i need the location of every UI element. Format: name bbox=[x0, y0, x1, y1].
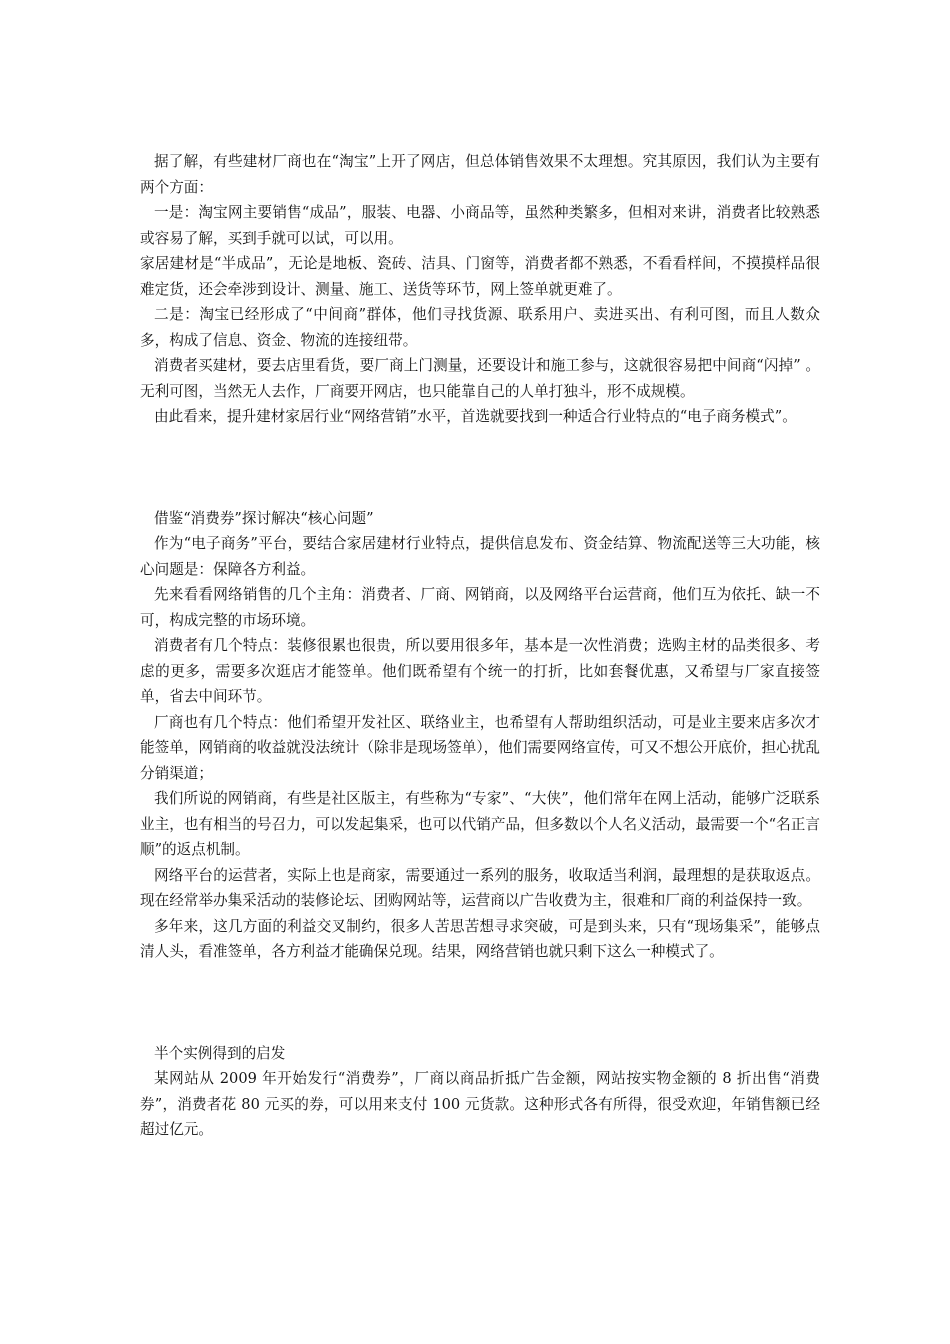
paragraph: 消费者有几个特点：装修很累也很贵，所以要用很多年，基本是一次性消费；选购主材的品类很多、考虑的更多，需要多次逛店才能签单。他们既希望有个统一的打折，比如套餐优惠，又希望与厂家直接签单，省去中间环节。 bbox=[140, 637, 820, 705]
paragraph: 某网站从 2009 年开始发行“消费券”，厂商以商品折抵广告金额，网站按实物金额的 8 折出售“消费券”，消费者花 80 元买的券，可以用来支付 100 元货款。这种形式各有所得，很受欢迎，年销售额已经超过亿元。 bbox=[140, 1070, 820, 1138]
section-heading: 借鉴“消费券”探讨解决“核心问题” bbox=[154, 509, 374, 527]
section-spacer bbox=[140, 965, 820, 1041]
paragraph: 厂商也有几个特点：他们希望开发社区、联络业主，也希望有人帮助组织活动，可是业主要来店多次才能签单，网销商的收益就没法统计（除非是现场签单），他们需要网络宣传，可又不想公开底价，担心扰乱分销渠道； bbox=[140, 713, 820, 782]
paragraph: 我们所说的网销商，有些是社区版主，有些称为“专家”、“大侠”，他们常年在网上活动，能够广泛联系业主，也有相当的号召力，可以发起集采，也可以代销产品，但多数以个人名义活动，最需要一个“名正言顺”的返点机制。 bbox=[140, 790, 820, 858]
paragraph: 二是：淘宝已经形成了“中间商”群体，他们寻找货源、联系用户、卖进买出、有利可图，而且人数众多，构成了信息、资金、物流的连接纽带。 bbox=[140, 306, 820, 349]
section-spacer bbox=[140, 430, 820, 506]
paragraph: 网络平台的运营者，实际上也是商家，需要通过一系列的服务，收取适当利润，最理想的是获取返点。现在经常举办集采活动的装修论坛、团购网站等，运营商以广告收费为主，很难和厂商的利益保持一致。 bbox=[140, 866, 820, 909]
section-heading: 半个实例得到的启发 bbox=[154, 1044, 286, 1062]
section-online-store-analysis bbox=[140, 149, 820, 430]
section-example bbox=[140, 1041, 820, 1143]
paragraph: 消费者买建材，要去店里看货，要厂商上门测量，还要设计和施工参与，这就很容易把中间商“闪掉” 。无利可图，当然无人去作，厂商要开网店，也只能靠自己的人单打独斗，形不成规模。 bbox=[140, 357, 820, 400]
paragraph: 家居建材是“半成品”，无论是地板、瓷砖、洁具、门窗等，消费者都不熟悉，不看看样间，不摸摸样品很难定货，还会牵涉到设计、测量、施工、送货等环节，网上签单就更难了。 bbox=[140, 255, 820, 298]
paragraph: 多年来，这几方面的利益交叉制约，很多人苦思苦想寻求突破，可是到头来，只有“现场集采”，能够点清人头，看准签单，各方利益才能确保兑现。结果，网络营销也就只剩下这么一种模式了。 bbox=[140, 917, 820, 960]
paragraph: 作为“电子商务”平台，要结合家居建材行业特点，提供信息发布、资金结算、物流配送等三大功能，核心问题是：保障各方利益。 bbox=[140, 535, 820, 578]
paragraph: 由此看来，提升建材家居行业“网络营销”水平，首选就要找到一种适合行业特点的“电子商务模式”。 bbox=[154, 408, 797, 425]
document-body bbox=[140, 149, 820, 1143]
paragraph: 先来看看网络销售的几个主角：消费者、厂商、网销商，以及网络平台运营商，他们互为依托、缺一不可，构成完整的市场环境。 bbox=[140, 586, 820, 629]
section-core-problem bbox=[140, 506, 820, 965]
paragraph: 一是：淘宝网主要销售“成品”，服装、电器、小商品等，虽然种类繁多，但相对来讲，消费者比较熟悉或容易了解，买到手就可以试，可以用。 bbox=[140, 204, 820, 247]
paragraph: 据了解，有些建材厂商也在“淘宝”上开了网店，但总体销售效果不太理想。究其原因，我们认为主要有两个方面： bbox=[140, 153, 820, 196]
